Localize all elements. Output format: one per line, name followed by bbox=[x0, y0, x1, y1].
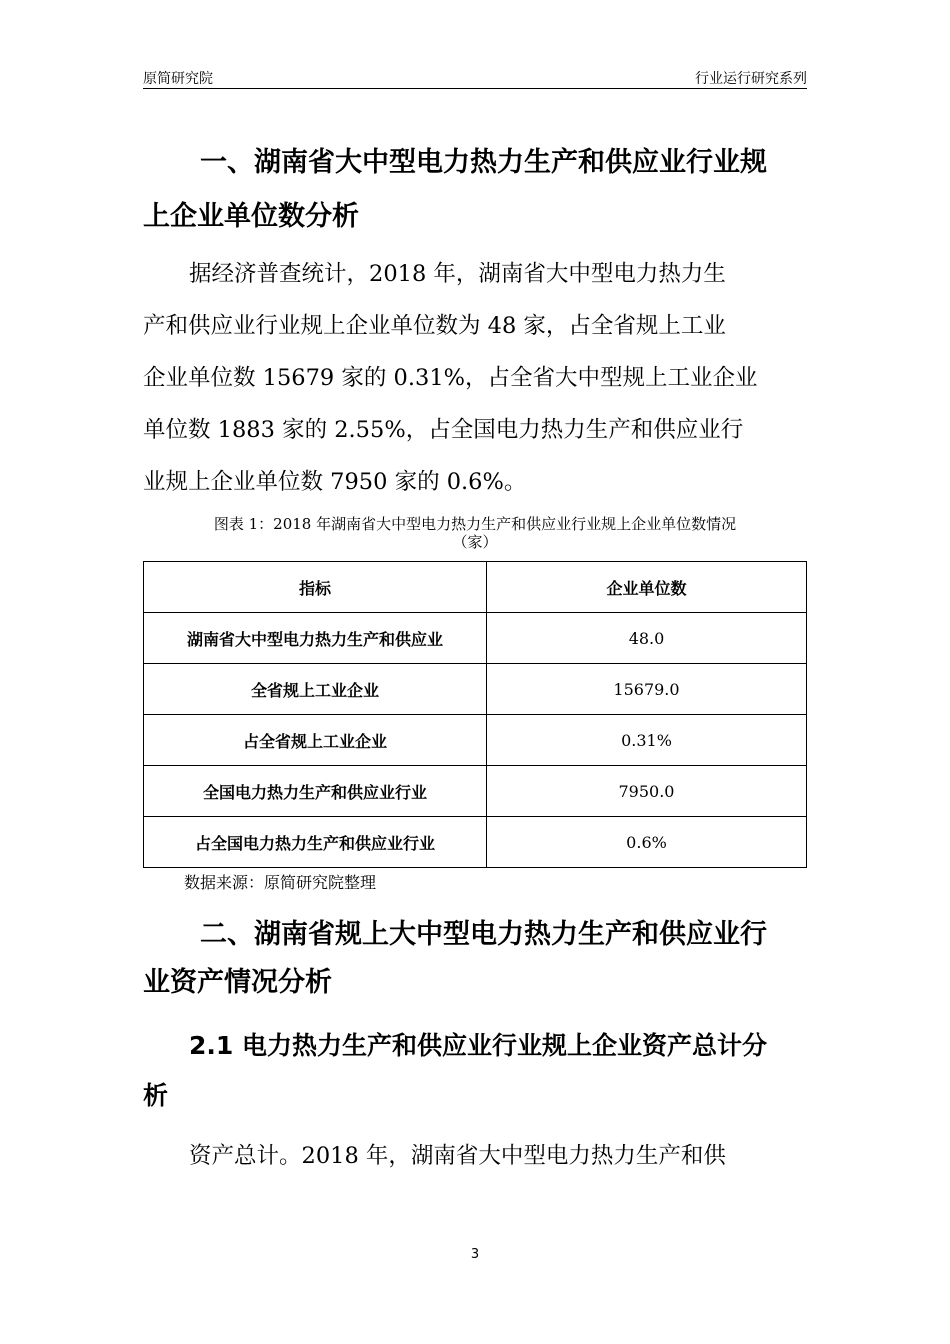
row-value: 0.6% bbox=[487, 817, 807, 868]
table-row bbox=[144, 817, 807, 868]
data-table bbox=[143, 561, 807, 868]
row-label: 湖南省大中型电力热力生产和供应业 bbox=[144, 613, 487, 664]
row-value: 7950.0 bbox=[487, 766, 807, 817]
section1-para-line: 产和供应业行业规上企业单位数为 48 家，占全省规上工业 bbox=[143, 313, 726, 339]
section1-title-line2: 上企业单位数分析 bbox=[143, 201, 359, 232]
row-label: 全省规上工业企业 bbox=[144, 664, 487, 715]
table-row bbox=[144, 715, 807, 766]
table-header-indicator: 指标 bbox=[144, 562, 487, 613]
subsection-title-line2: 析 bbox=[143, 1081, 169, 1110]
row-label: 占全国电力热力生产和供应业行业 bbox=[144, 817, 487, 868]
header-org: 原简研究院 bbox=[143, 71, 213, 87]
table-caption-line1: 图表 1：2018 年湖南省大中型电力热力生产和供应业行业规上企业单位数情况 bbox=[213, 515, 737, 533]
table-row bbox=[144, 766, 807, 817]
section2-title-line2: 业资产情况分析 bbox=[143, 967, 332, 998]
row-label: 占全省规上工业企业 bbox=[144, 715, 487, 766]
header-series: 行业运行研究系列 bbox=[695, 71, 807, 87]
page-number: 3 bbox=[470, 1247, 480, 1262]
table-row bbox=[144, 613, 807, 664]
section1-para-line: 据经济普查统计，2018 年，湖南省大中型电力热力生 bbox=[189, 261, 726, 287]
section1-title-line1: 一、湖南省大中型电力热力生产和供应业行业规 bbox=[200, 147, 767, 178]
table-header-count: 企业单位数 bbox=[487, 562, 807, 613]
section1-para-line: 单位数 1883 家的 2.55%，占全国电力热力生产和供应业行 bbox=[143, 417, 744, 443]
subsection-title-line1: 2.1 电力热力生产和供应业行业规上企业资产总计分 bbox=[189, 1031, 767, 1060]
table-caption bbox=[143, 513, 807, 549]
row-value: 0.31% bbox=[487, 715, 807, 766]
row-value: 48.0 bbox=[487, 613, 807, 664]
section1-para-line: 业规上企业单位数 7950 家的 0.6%。 bbox=[143, 469, 527, 495]
table-row bbox=[144, 664, 807, 715]
table-header-row bbox=[144, 562, 807, 613]
section2-title-line1: 二、湖南省规上大中型电力热力生产和供应业行 bbox=[200, 919, 767, 950]
table-caption-line2: （家） bbox=[452, 533, 498, 551]
row-label: 全国电力热力生产和供应业行业 bbox=[144, 766, 487, 817]
section1-para-line: 企业单位数 15679 家的 0.31%，占全省大中型规上工业企业 bbox=[143, 365, 758, 391]
page-header bbox=[143, 66, 807, 89]
section2-para-line: 资产总计。2018 年，湖南省大中型电力热力生产和供 bbox=[189, 1143, 726, 1169]
table-source: 数据来源：原简研究院整理 bbox=[184, 873, 377, 892]
row-value: 15679.0 bbox=[487, 664, 807, 715]
